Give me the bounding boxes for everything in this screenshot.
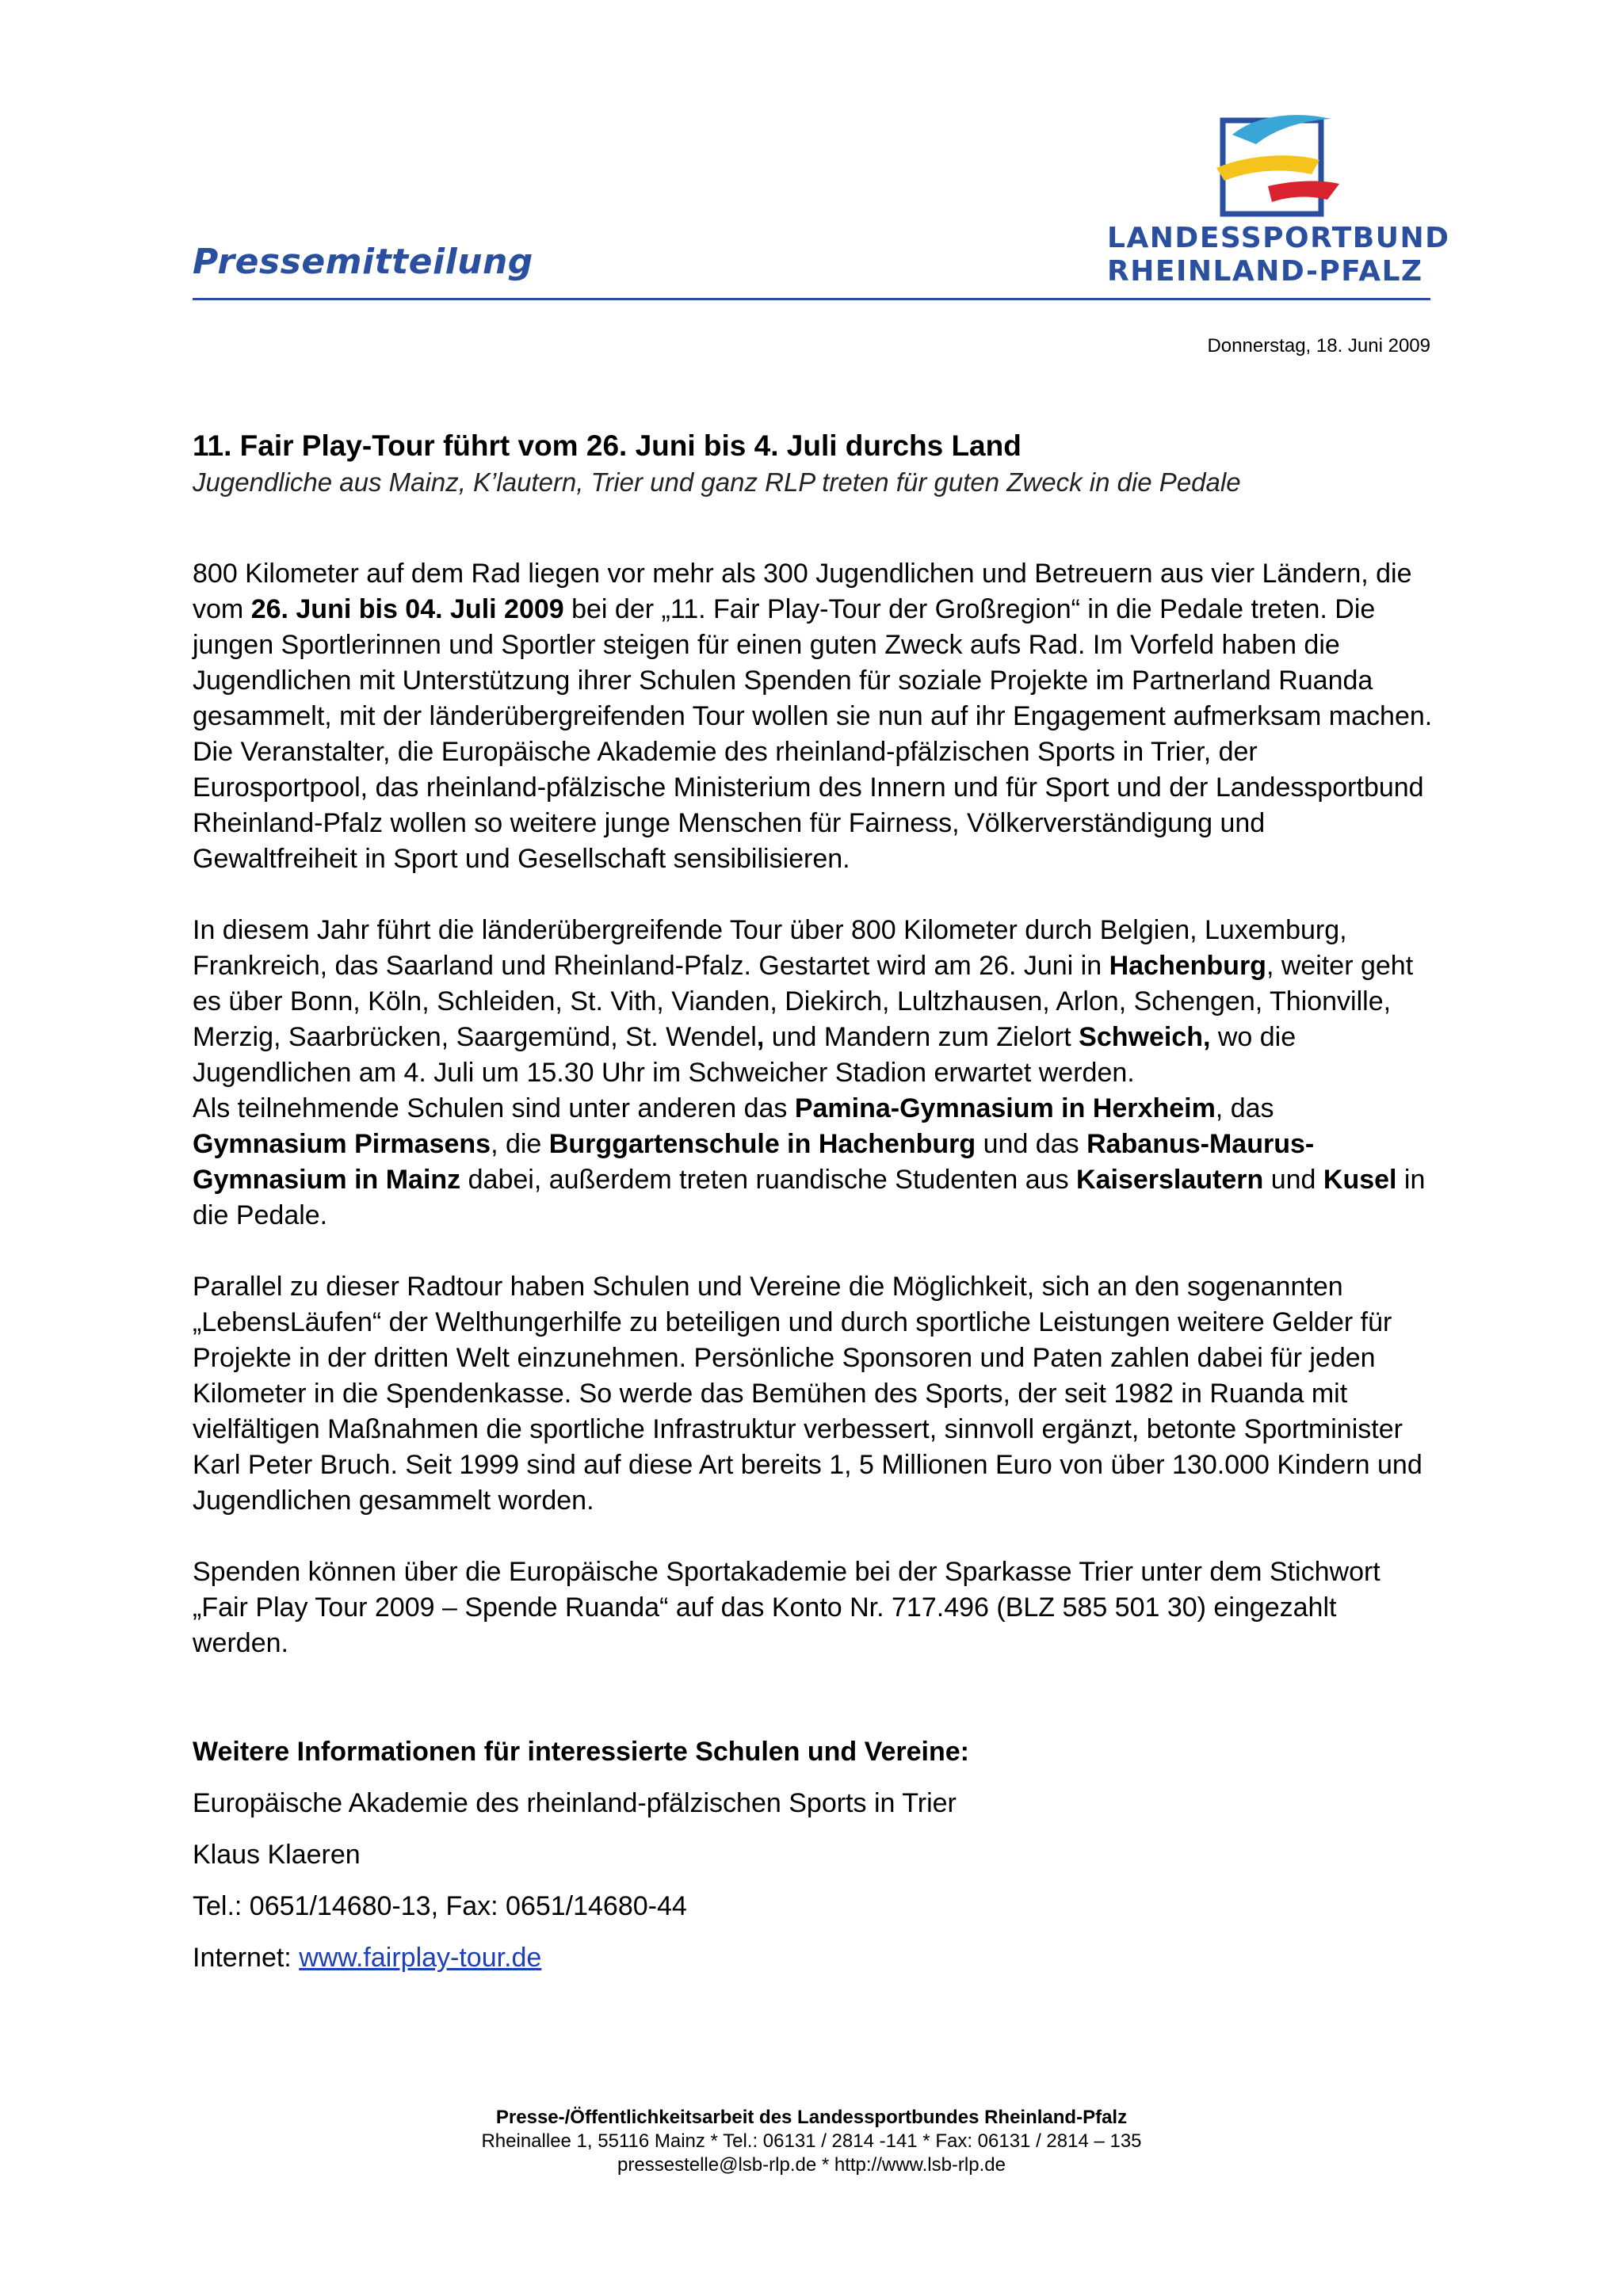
text-run: und	[1263, 1165, 1323, 1195]
bold-run: Hachenburg	[1109, 951, 1266, 981]
bold-run: Pamina-Gymnasium in Herxheim	[794, 1093, 1216, 1123]
contact-heading: Weitere Informationen für interessierte Schulen und Vereine:	[193, 1737, 969, 1767]
text-run: , das	[1215, 1093, 1274, 1123]
bold-run: Kaiserslautern	[1076, 1165, 1264, 1195]
release-date: Donnerstag, 18. Juni 2009	[1207, 335, 1430, 357]
text-run: In diesem Jahr führt die länderübergreifende Tour über 800 Kilometer durch Belgien, Luxemburg, Frankreich, das Saarland und Rheinland-Pfalz. Gestartet wird am 26. Juni in	[193, 915, 1347, 981]
paragraph-lebenslaeufe: Parallel zu dieser Radtour haben Schulen und Vereine die Möglichkeit, sich an den sogenannten „LebensLäufen“ der Welthungerhilfe zu beteiligen und durch sportliche Leistungen weitere Gelder für Projekte in der dritten Welt einzunehmen. Persönliche Sponsoren und Paten zahlen dabei für jeden Kilometer in die Spendenkasse. So werde das Bemühen des Sports, der seit 1982 in Ruanda mit vielfältigen Maßnahmen die sportliche Infrastruktur verbessert, sinnvoll ergänzt, betonte Sportminister Karl Peter Bruch. Seit 1999 sind auf diese Art bereits 1, 5 Millionen Euro von über 130.000 Kindern und Jugendlichen gesammelt worden.	[193, 1272, 1423, 1516]
internet-label: Internet:	[193, 1943, 300, 1973]
bold-run: 26. Juni bis 04. Juli 2009	[250, 594, 564, 624]
contact-internet	[193, 1940, 1433, 1976]
text-run: 800 Kilometer auf dem Rad liegen vor mehr als 300 Jugendlichen und Betreuern aus vier Ländern, die vom	[193, 559, 1412, 624]
text-run: bei der „11. Fair Play-Tour der Großregion“ in die Pedale treten. Die jungen Sportlerinnen und Sportler steigen für einen guten Zweck aufs Rad. Im Vorfeld haben die Jugendlichen mit Unterstützung ihrer Schulen Spenden für soziale Projekte im Partnerland Ruanda gesammelt, mit der länderübergreifenden Tour wollen sie nun auf ihr Engagement aufmerksam machen.	[193, 594, 1433, 731]
text-run: , die	[491, 1129, 549, 1159]
footer-department: Presse-/Öffentlichkeitsarbeit des Landessportbundes Rheinland-Pfalz	[495, 2107, 1128, 2128]
text-run: Als teilnehmende Schulen sind unter anderen das	[193, 1093, 795, 1123]
paragraph-donations: Spenden können über die Europäische Sportakademie bei der Sparkasse Trier unter dem Stichwort „Fair Play Tour 2009 – Spende Ruanda“ auf das Konto Nr. 717.496 (BLZ 585 501 30) eingezahlt werden.	[193, 1557, 1381, 1658]
text-run: dabei, außerdem treten ruandische Studenten aus	[460, 1165, 1077, 1195]
text-run: und Mandern zum Zielort	[764, 1022, 1079, 1052]
text-run: in die Pedale.	[193, 1165, 1426, 1230]
bold-run: Gymnasium Pirmasens	[193, 1129, 491, 1159]
organization-name-line2: RHEINLAND-PFALZ	[1107, 255, 1423, 288]
lsb-logo-icon	[1201, 111, 1339, 218]
paragraph-route	[193, 913, 1433, 1091]
paragraph-organizers: Die Veranstalter, die Europäische Akademie des rheinland-pfälzischen Sports in Trier, der Eurosportpool, das rheinland-pfälzische Ministerium des Innern und für Sport und der Landessportbund Rheinland-Pfalz wollen so weitere junge Menschen für Fairness, Völkerverständigung und Gewaltfreiheit in Sport und Gesellschaft sensibilisieren.	[193, 737, 1424, 874]
page-footer	[193, 2106, 1430, 2177]
article-headline: 11. Fair Play-Tour führt vom 26. Juni bis 4. Juli durchs Land	[193, 429, 1022, 462]
contact-organization: Europäische Akademie des rheinland-pfälzischen Sports in Trier	[193, 1788, 957, 1818]
bold-run: Burggartenschule in Hachenburg	[548, 1129, 976, 1159]
footer-address: Rheinallee 1, 55116 Mainz * Tel.: 06131 / 2814 -141 * Fax: 06131 / 2814 – 135	[481, 2130, 1142, 2152]
bold-run: ,	[756, 1022, 765, 1052]
bold-run: Schweich,	[1079, 1022, 1211, 1052]
website-link[interactable]: www.fairplay-tour.de	[299, 1943, 542, 1973]
text-run: wo die Jugendlichen am 4. Juli um 15.30 Uhr im Schweicher Stadion erwartet werden.	[193, 1022, 1296, 1088]
footer-contact: pressestelle@lsb-rlp.de * http://www.lsb-rlp.de	[617, 2154, 1006, 2176]
bold-run: Kusel	[1323, 1165, 1397, 1195]
text-run: und das	[976, 1129, 1087, 1159]
contact-phone-fax: Tel.: 0651/14680-13, Fax: 0651/14680-44	[193, 1891, 687, 1921]
text-run: , weiter geht es über Bonn, Köln, Schleiden, St. Vith, Vianden, Diekirch, Lultzhausen, Arlon, Schengen, Thionville, Merzig, Saarbrücken, Saargemünd, St. Wendel	[193, 951, 1414, 1052]
organization-name-line1: LANDESSPORTBUND	[1107, 222, 1450, 254]
paragraph-intro	[193, 556, 1433, 734]
press-release-label: Pressemitteilung	[193, 242, 533, 282]
header-divider	[193, 298, 1430, 300]
bold-run: Rabanus-Maurus-Gymnasium in Mainz	[193, 1129, 1315, 1195]
article-subheadline: Jugendliche aus Mainz, K’lautern, Trier und ganz RLP treten für guten Zweck in die Pedale	[193, 467, 1241, 497]
paragraph-schools	[193, 1091, 1433, 1234]
article-body	[193, 428, 1433, 1976]
contact-person: Klaus Klaeren	[193, 1840, 361, 1870]
